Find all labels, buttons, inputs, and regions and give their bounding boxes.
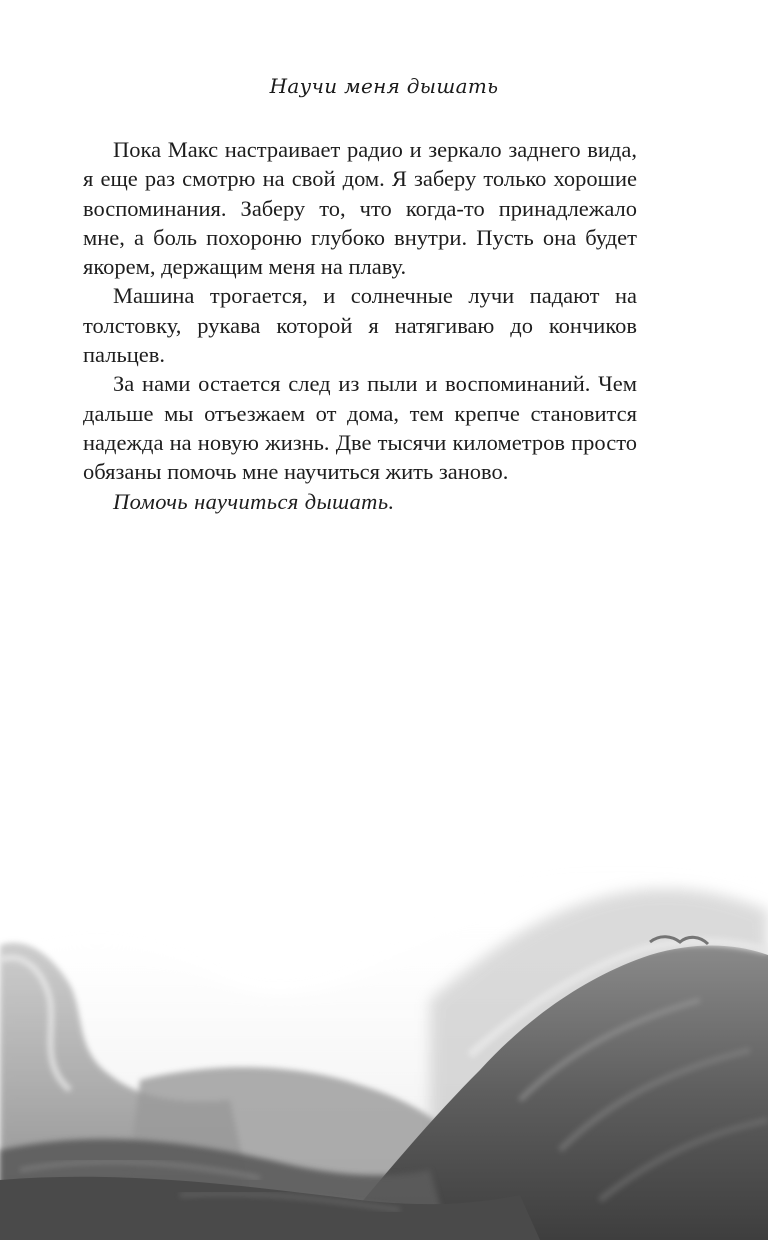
paragraph-1: Пока Макс настраивает радио и зеркало заднего вида, я еще раз смотрю на свой дом. Я заберу только хорошие воспоминания. Заберу то, что когда-то принадлежало мне, а боль похороню глубоко внутри. Пусть она будет якорем, держащим меня на плаву. [83,137,637,280]
paragraph-3: За нами остается след из пыли и воспоминаний. Чем дальше мы отъезжаем от дома, тем крепче становится надежда на новую жизнь. Две тысячи километров просто обязаны помочь мне научиться жить заново. [83,371,637,485]
ocean-waves-illustration [0,850,768,1240]
closing-line: Помочь научиться дышать. [113,488,395,514]
paragraph-2: Машина трогается, и солнечные лучи падают на толстовку, рукава которой я натягиваю до кончиков пальцев. [83,283,637,368]
running-head: Научи меня дышать [269,74,499,98]
body-text [83,135,637,516]
